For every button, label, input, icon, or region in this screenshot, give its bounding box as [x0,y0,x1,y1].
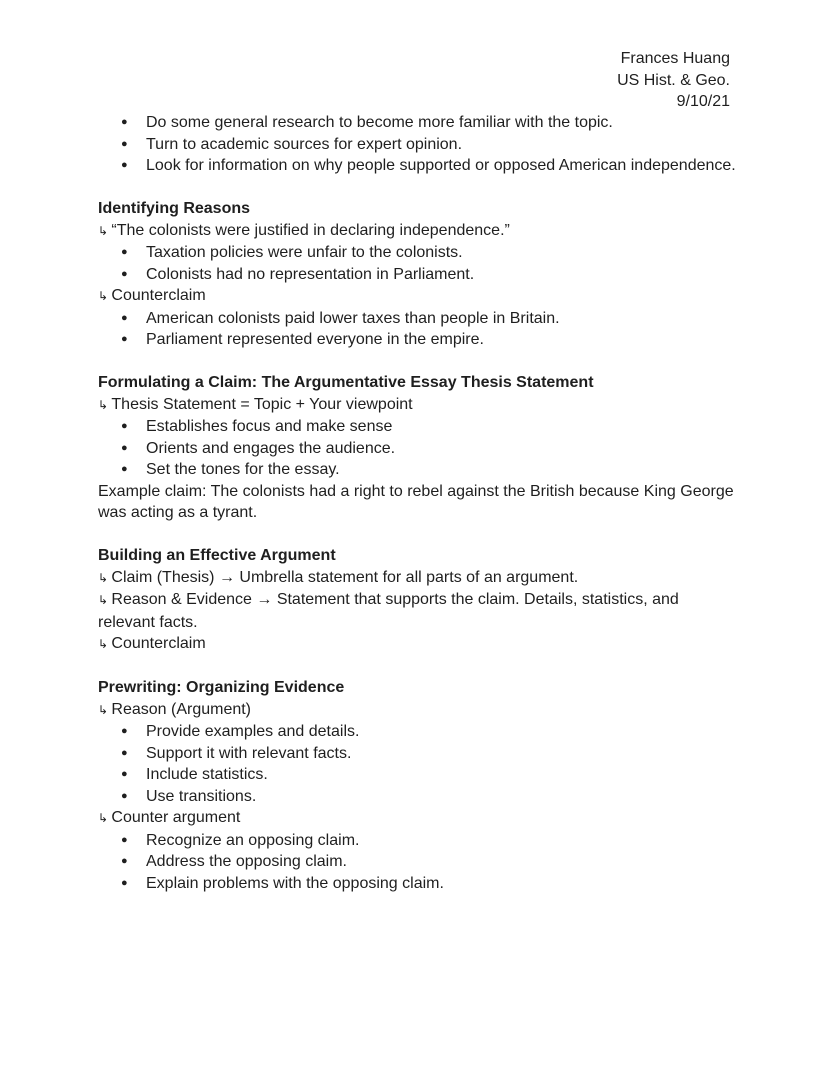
list-item: ● Set the tones for the essay. [98,459,738,481]
list-item: ● Colonists had no representation in Parliament. [98,264,738,286]
list-item: ● Support it with relevant facts. [98,743,738,765]
section-heading: Identifying Reasons [98,200,251,217]
reason-list [98,721,738,807]
counterclaim-line: ↳ Counterclaim [98,633,738,656]
list-item: ● Orients and engages the audience. [98,438,738,460]
author-name: Frances Huang [620,50,730,67]
claim-line: ↳ Claim (Thesis) → Umbrella statement for all parts of an argument. [98,567,738,590]
list-item: ● Turn to academic sources for expert opinion. [98,134,738,156]
thesis-list [98,416,738,481]
list-item: ● Provide examples and details. [98,721,738,743]
section-heading: Building an Effective Argument [98,547,336,564]
list-item: ● Include statistics. [98,764,738,786]
counterclaim-line: ↳ Counterclaim [98,285,738,308]
list-item: ● Do some general research to become more familiar with the topic. [98,112,738,134]
thesis-line: ↳ Thesis Statement = Topic + Your viewpoint [98,394,738,417]
claim-line: ↳ “The colonists were justified in declaring independence.” [98,220,738,243]
list-item: ● American colonists paid lower taxes than people in Britain. [98,308,738,330]
course-name: US Hist. & Geo. [617,71,730,89]
counter-reasons-list [98,308,738,351]
header-block [617,48,730,113]
list-item: ● Explain problems with the opposing claim. [98,873,738,895]
list-item: ● Parliament represented everyone in the empire. [98,329,738,351]
list-item: ● Recognize an opposing claim. [98,830,738,852]
list-item: ● Use transitions. [98,786,738,808]
document-date: 9/10/21 [676,93,730,110]
claim-reasons-list [98,242,738,285]
list-item: ● Look for information on why people supported or opposed American independence. [98,155,738,177]
list-item: ● Establishes focus and make sense [98,416,738,438]
list-item: ● Address the opposing claim. [98,851,738,873]
counter-argument-line: ↳ Counter argument [98,807,738,830]
example-claim: Example claim: The colonists had a right to rebel against the British because King George was acting as a tyrant. [98,482,734,521]
reason-line: ↳ Reason (Argument) [98,699,738,722]
reason-line: ↳ Reason & Evidence → Statement that supports the claim. Details, statistics, and relevant facts. [98,589,738,633]
counter-list [98,830,738,895]
section-heading: Prewriting: Organizing Evidence [98,679,345,696]
section-heading: Formulating a Claim: The Argumentative Essay Thesis Statement [98,374,594,391]
list-item: ● Taxation policies were unfair to the colonists. [98,242,738,264]
document-body [98,112,738,894]
intro-list [98,112,738,177]
